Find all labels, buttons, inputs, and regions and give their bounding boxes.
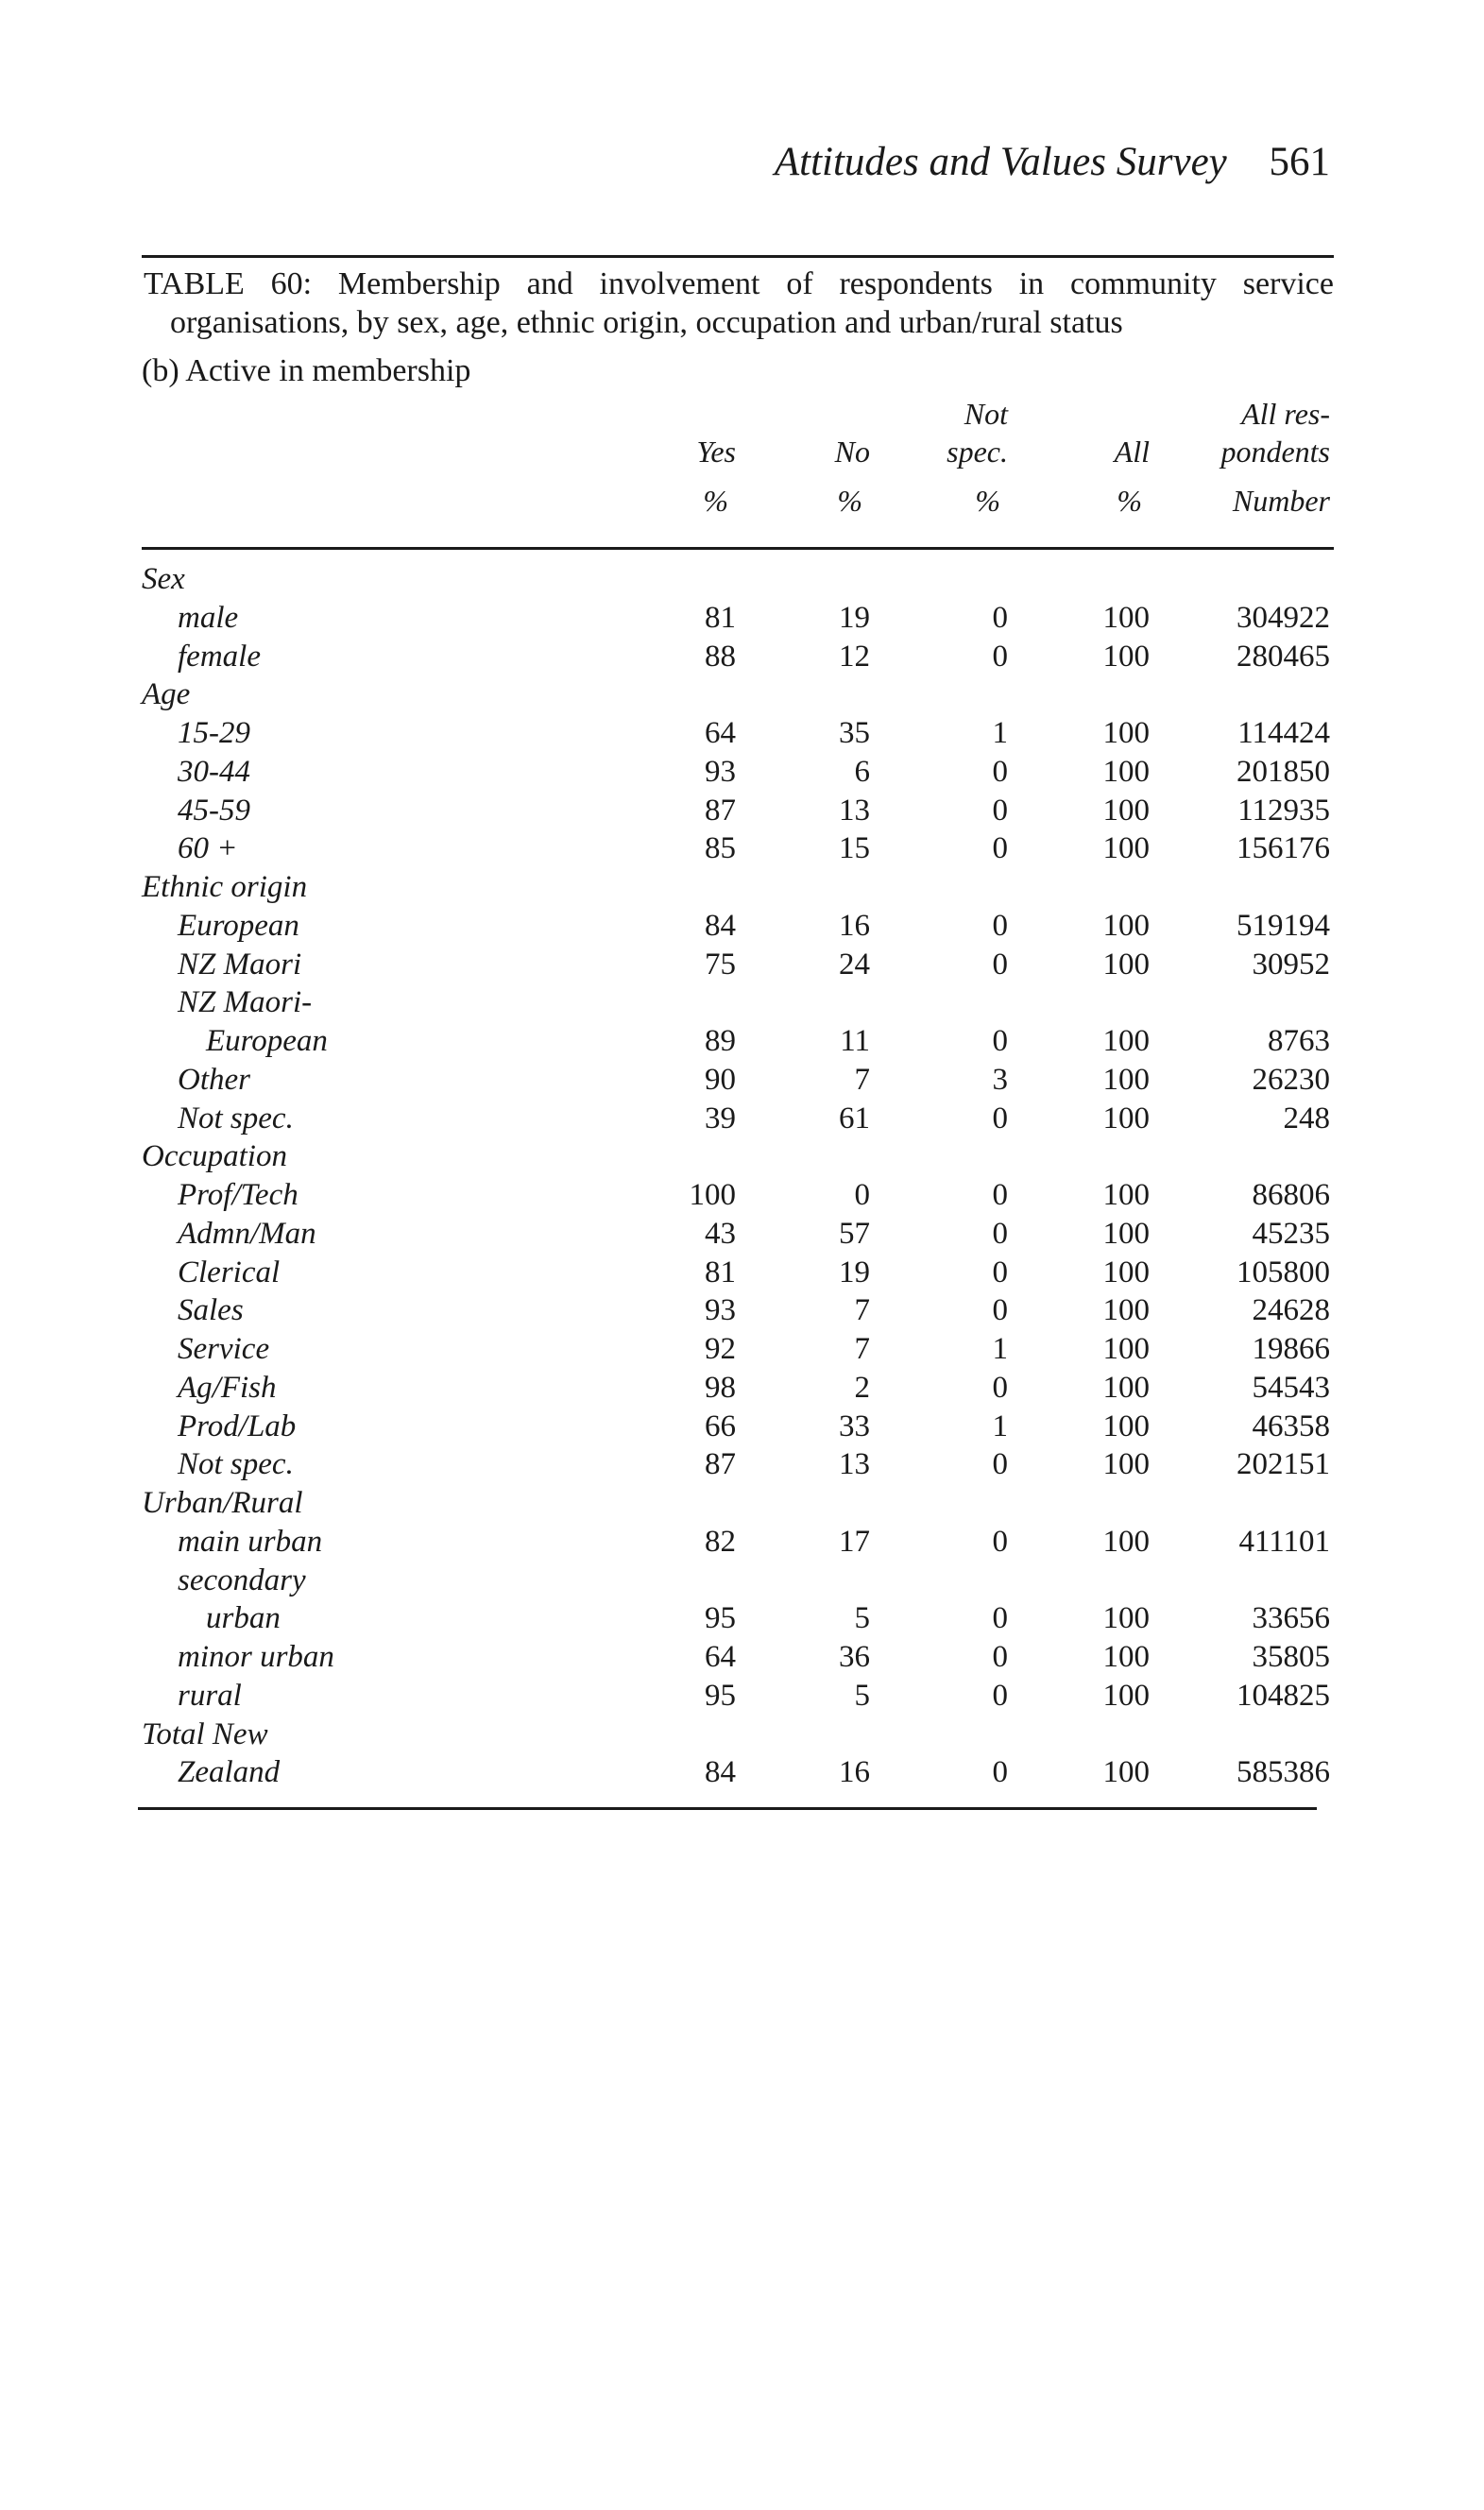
- table-row: [0, 638, 1484, 675]
- cell-respondents: 201850: [1237, 755, 1330, 789]
- row-label: Admn/Man: [178, 1217, 316, 1251]
- cell-yes: 90: [705, 1063, 736, 1097]
- column-header-line-1: All res-: [1241, 397, 1330, 431]
- cell-yes: 64: [705, 716, 736, 750]
- cell-no: 24: [839, 948, 870, 982]
- cell-yes: 93: [705, 1293, 736, 1327]
- table-row: [0, 1638, 1484, 1676]
- cell-not-spec: 0: [992, 640, 1008, 674]
- cell-no: 61: [839, 1101, 870, 1135]
- cell-yes: 82: [705, 1525, 736, 1559]
- cell-respondents: 19866: [1252, 1332, 1330, 1366]
- table-row: [0, 1215, 1484, 1253]
- row-label: Not spec.: [178, 1101, 294, 1135]
- cell-respondents: 35805: [1252, 1640, 1330, 1674]
- column-header-line-1: [632, 395, 736, 433]
- row-label: NZ Maori: [178, 948, 302, 982]
- column-header-line-2: No: [834, 435, 870, 469]
- column-header-unit: %: [975, 484, 1000, 518]
- column-header-all-respondents: [1122, 395, 1330, 520]
- table-top-rule: [142, 255, 1334, 258]
- cell-no: 17: [839, 1525, 870, 1559]
- column-header-line-2: pondents: [1220, 435, 1330, 469]
- column-header-line-1: [766, 395, 870, 433]
- row-label: 60 +: [178, 831, 238, 865]
- cell-all: 100: [1102, 1755, 1150, 1789]
- cell-respondents: 304922: [1237, 601, 1330, 635]
- row-label: Prod/Lab: [178, 1409, 297, 1443]
- table-group-heading: [0, 1137, 1484, 1175]
- cell-no: 7: [854, 1293, 870, 1327]
- column-header-no: [766, 395, 870, 520]
- column-header-yes: [632, 395, 736, 520]
- cell-all: 100: [1102, 1447, 1150, 1481]
- cell-yes: 95: [705, 1601, 736, 1635]
- cell-all: 100: [1102, 1601, 1150, 1635]
- cell-respondents: 26230: [1252, 1063, 1330, 1097]
- cell-no: 33: [839, 1409, 870, 1443]
- cell-respondents: 30952: [1252, 948, 1330, 982]
- cell-not-spec: 0: [992, 1293, 1008, 1327]
- row-label: Sex: [142, 562, 185, 596]
- table-row: [0, 1100, 1484, 1137]
- cell-yes: 81: [705, 601, 736, 635]
- cell-respondents: 585386: [1237, 1755, 1330, 1789]
- table-bottom-rule: [138, 1807, 1317, 1810]
- cell-respondents: 45235: [1252, 1217, 1330, 1251]
- cell-no: 13: [839, 794, 870, 828]
- table-group-heading: [0, 1716, 1484, 1753]
- cell-not-spec: 0: [992, 1640, 1008, 1674]
- table-row: [0, 1254, 1484, 1291]
- row-label: female: [178, 640, 261, 674]
- cell-respondents: 156176: [1237, 831, 1330, 865]
- row-label: male: [178, 601, 239, 635]
- table-row: [0, 1408, 1484, 1445]
- table-caption-line-1: TABLE 60: Membership and involvement of respondents in community service: [144, 266, 1334, 301]
- cell-not-spec: 0: [992, 1217, 1008, 1251]
- cell-not-spec: 0: [992, 948, 1008, 982]
- row-label: Other: [178, 1063, 250, 1097]
- cell-all: 100: [1102, 1024, 1150, 1058]
- row-label: Sales: [178, 1293, 244, 1327]
- cell-yes: 95: [705, 1679, 736, 1713]
- cell-not-spec: 0: [992, 1178, 1008, 1212]
- column-header-line-2: spec.: [947, 435, 1008, 469]
- cell-no: 6: [854, 755, 870, 789]
- row-label: European: [206, 1024, 328, 1058]
- cell-all: 100: [1102, 909, 1150, 943]
- cell-not-spec: 0: [992, 601, 1008, 635]
- page-number: 561: [1269, 140, 1330, 184]
- row-label: European: [178, 909, 299, 943]
- row-label: 15-29: [178, 716, 250, 750]
- row-label: NZ Maori-: [178, 985, 313, 1019]
- table-group-heading: [0, 675, 1484, 713]
- cell-not-spec: 3: [992, 1063, 1008, 1097]
- cell-all: 100: [1102, 1679, 1150, 1713]
- cell-all: 100: [1102, 1255, 1150, 1289]
- table-row: [0, 1753, 1484, 1791]
- table-row: [0, 1369, 1484, 1407]
- cell-all: 100: [1102, 1409, 1150, 1443]
- cell-no: 16: [839, 909, 870, 943]
- cell-respondents: 46358: [1252, 1409, 1330, 1443]
- column-header-unit: %: [837, 484, 862, 518]
- cell-yes: 81: [705, 1255, 736, 1289]
- row-label: Ethnic origin: [142, 870, 308, 904]
- cell-not-spec: 0: [992, 1371, 1008, 1405]
- cell-yes: 93: [705, 755, 736, 789]
- table-row: [0, 1061, 1484, 1099]
- cell-respondents: 54543: [1252, 1371, 1330, 1405]
- table-caption: [144, 265, 1334, 342]
- cell-no: 11: [840, 1024, 870, 1058]
- cell-yes: 92: [705, 1332, 736, 1366]
- row-label: Total New: [142, 1717, 268, 1751]
- row-label: Not spec.: [178, 1447, 294, 1481]
- cell-no: 0: [854, 1178, 870, 1212]
- cell-no: 19: [839, 1255, 870, 1289]
- table-group-heading: [0, 983, 1484, 1021]
- table-row: [0, 1330, 1484, 1368]
- cell-yes: 100: [689, 1178, 736, 1212]
- cell-no: 2: [854, 1371, 870, 1405]
- cell-yes: 64: [705, 1640, 736, 1674]
- cell-not-spec: 1: [992, 1332, 1008, 1366]
- row-label: Zealand: [178, 1755, 281, 1789]
- table-row: [0, 1677, 1484, 1715]
- cell-yes: 89: [705, 1024, 736, 1058]
- table-row: [0, 829, 1484, 867]
- table-row: [0, 907, 1484, 945]
- running-head: [775, 142, 1330, 182]
- cell-not-spec: 0: [992, 1679, 1008, 1713]
- column-header-unit: Number: [1232, 484, 1330, 518]
- table-row: [0, 1599, 1484, 1637]
- cell-yes: 88: [705, 640, 736, 674]
- cell-respondents: 114424: [1237, 716, 1330, 750]
- cell-not-spec: 0: [992, 1447, 1008, 1481]
- cell-respondents: 411101: [1238, 1525, 1330, 1559]
- table-row: [0, 714, 1484, 752]
- table-row: [0, 1022, 1484, 1060]
- cell-yes: 39: [705, 1101, 736, 1135]
- table-row: [0, 1445, 1484, 1483]
- cell-respondents: 105800: [1237, 1255, 1330, 1289]
- cell-all: 100: [1102, 1178, 1150, 1212]
- table-group-heading: [0, 1484, 1484, 1522]
- row-label: urban: [206, 1601, 281, 1635]
- cell-respondents: 202151: [1237, 1447, 1330, 1481]
- cell-all: 100: [1102, 1217, 1150, 1251]
- table-group-heading: [0, 560, 1484, 598]
- column-header-line-2: All: [1114, 435, 1150, 469]
- table-subtitle: (b) Active in membership: [142, 353, 471, 388]
- cell-not-spec: 0: [992, 794, 1008, 828]
- table-row: [0, 599, 1484, 637]
- cell-no: 36: [839, 1640, 870, 1674]
- cell-no: 13: [839, 1447, 870, 1481]
- row-label: secondary: [178, 1563, 306, 1597]
- cell-all: 100: [1102, 716, 1150, 750]
- running-head-title: Attitudes and Values Survey: [774, 140, 1227, 184]
- row-label: Urban/Rural: [142, 1486, 303, 1520]
- cell-no: 5: [854, 1601, 870, 1635]
- table-row: [0, 753, 1484, 791]
- cell-yes: 84: [705, 1755, 736, 1789]
- cell-not-spec: 0: [992, 1601, 1008, 1635]
- row-label: Prof/Tech: [178, 1178, 299, 1212]
- row-label: minor urban: [178, 1640, 334, 1674]
- cell-no: 7: [854, 1332, 870, 1366]
- cell-not-spec: 0: [992, 1755, 1008, 1789]
- cell-all: 100: [1102, 640, 1150, 674]
- cell-not-spec: 0: [992, 1255, 1008, 1289]
- cell-all: 100: [1102, 831, 1150, 865]
- cell-no: 12: [839, 640, 870, 674]
- cell-no: 19: [839, 601, 870, 635]
- cell-all: 100: [1102, 755, 1150, 789]
- table-row: [0, 946, 1484, 983]
- cell-not-spec: 0: [992, 1024, 1008, 1058]
- cell-not-spec: 1: [992, 716, 1008, 750]
- cell-respondents: 24628: [1252, 1293, 1330, 1327]
- cell-all: 100: [1102, 794, 1150, 828]
- row-label: Age: [142, 677, 191, 711]
- row-label: rural: [178, 1679, 242, 1713]
- cell-yes: 87: [705, 794, 736, 828]
- cell-no: 35: [839, 716, 870, 750]
- header-rule: [142, 547, 1334, 550]
- cell-no: 15: [839, 831, 870, 865]
- cell-not-spec: 0: [992, 1525, 1008, 1559]
- cell-all: 100: [1102, 1332, 1150, 1366]
- row-label: Clerical: [178, 1255, 281, 1289]
- cell-not-spec: 0: [992, 831, 1008, 865]
- cell-respondents: 8763: [1268, 1024, 1330, 1058]
- table-group-heading: [0, 1562, 1484, 1599]
- table-caption-line-2: organisations, by sex, age, ethnic origin, occupation and urban/rural status: [170, 305, 1123, 340]
- cell-yes: 43: [705, 1217, 736, 1251]
- cell-respondents: 519194: [1237, 909, 1330, 943]
- cell-no: 7: [854, 1063, 870, 1097]
- cell-not-spec: 0: [992, 755, 1008, 789]
- column-header-unit: %: [703, 484, 728, 518]
- column-header-line-2: Yes: [696, 435, 736, 469]
- cell-yes: 84: [705, 909, 736, 943]
- table-row: [0, 1176, 1484, 1214]
- cell-yes: 75: [705, 948, 736, 982]
- table-row: [0, 1291, 1484, 1329]
- row-label: 45-59: [178, 794, 250, 828]
- row-label: Occupation: [142, 1139, 287, 1173]
- cell-yes: 85: [705, 831, 736, 865]
- cell-respondents: 86806: [1252, 1178, 1330, 1212]
- row-label: Ag/Fish: [178, 1371, 277, 1405]
- cell-respondents: 112935: [1237, 794, 1330, 828]
- cell-not-spec: 0: [992, 909, 1008, 943]
- cell-respondents: 248: [1283, 1101, 1330, 1135]
- row-label: 30-44: [178, 755, 250, 789]
- cell-yes: 87: [705, 1447, 736, 1481]
- cell-all: 100: [1102, 1293, 1150, 1327]
- cell-all: 100: [1102, 1101, 1150, 1135]
- cell-all: 100: [1102, 1525, 1150, 1559]
- cell-yes: 66: [705, 1409, 736, 1443]
- cell-all: 100: [1102, 948, 1150, 982]
- cell-respondents: 33656: [1252, 1601, 1330, 1635]
- cell-all: 100: [1102, 1063, 1150, 1097]
- column-header-line-1: Not: [964, 397, 1008, 431]
- cell-all: 100: [1102, 1640, 1150, 1674]
- cell-yes: 98: [705, 1371, 736, 1405]
- cell-not-spec: 0: [992, 1101, 1008, 1135]
- cell-no: 57: [839, 1217, 870, 1251]
- row-label: Service: [178, 1332, 270, 1366]
- table-group-heading: [0, 868, 1484, 906]
- cell-respondents: 104825: [1237, 1679, 1330, 1713]
- row-label: main urban: [178, 1525, 323, 1559]
- cell-not-spec: 1: [992, 1409, 1008, 1443]
- cell-all: 100: [1102, 1371, 1150, 1405]
- column-header-not-spec: [885, 395, 1008, 520]
- cell-all: 100: [1102, 601, 1150, 635]
- table-row: [0, 1523, 1484, 1561]
- cell-no: 16: [839, 1755, 870, 1789]
- column-header-unit: %: [1117, 484, 1142, 518]
- cell-no: 5: [854, 1679, 870, 1713]
- cell-respondents: 280465: [1237, 640, 1330, 674]
- table-row: [0, 792, 1484, 829]
